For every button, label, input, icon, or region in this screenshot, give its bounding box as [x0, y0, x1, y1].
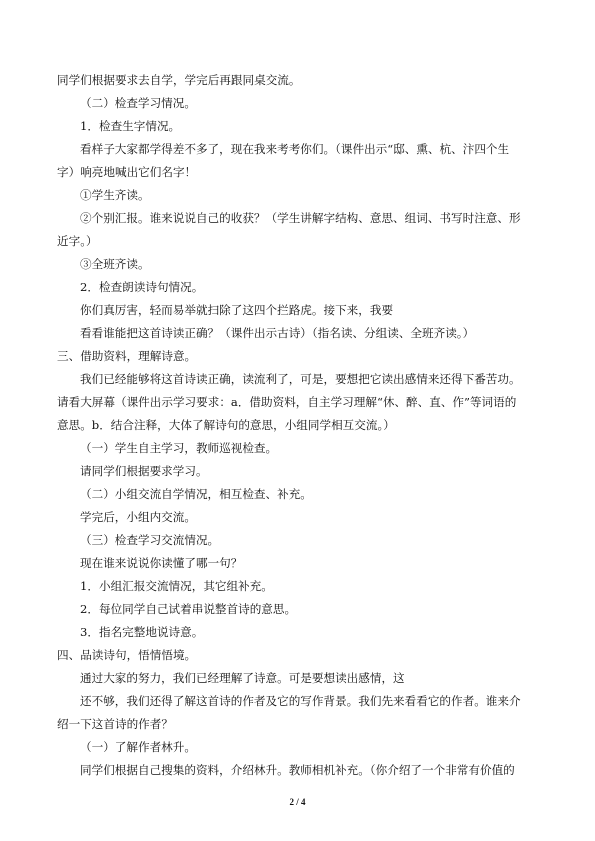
- text-line: 绍一下这首诗的作者？: [57, 717, 173, 731]
- text-line: 通过大家的努力，我们已经理解了诗意。可是要想读出感情，这: [80, 671, 405, 685]
- text-line: 现在谁来说说你读懂了哪一句？: [80, 556, 243, 570]
- text-line: 三、借助资料，理解诗意。: [57, 349, 197, 363]
- text-line: 你们真厉害，轻而易举就扫除了这四个拦路虎。接下来，我要: [80, 303, 394, 317]
- text-line: ③全班齐读。: [80, 257, 150, 271]
- text-line: （二）检查学习情况。: [80, 96, 196, 110]
- text-line: 字）响亮地喊出它们名字！: [57, 165, 197, 179]
- text-line: 2．检查朗读诗句情况。: [80, 280, 204, 294]
- text-line: 四、品读诗句，悟情悟境。: [57, 648, 197, 662]
- text-line: 意思。b．结合注释，大体了解诗句的意思，小组同学相互交流。）: [57, 418, 395, 432]
- text-line: 2．每位同学自己试着串说整首诗的意思。: [80, 602, 297, 616]
- text-line: ①学生齐读。: [80, 188, 150, 202]
- text-line: 学完后，小组内交流。: [80, 510, 196, 524]
- text-line: 3．指名完整地说诗意。: [80, 625, 204, 639]
- text-line: 请同学们根据要求学习。: [80, 464, 208, 478]
- text-line: 近字。）: [57, 234, 98, 248]
- text-line: （一）了解作者林升。: [80, 740, 196, 754]
- text-line: 1．小组汇报交流情况，其它组补充。: [80, 579, 273, 593]
- text-line: 还不够，我们还得了解这首诗的作者及它的写作背景。我们先来看看它的作者。谁来介: [80, 694, 521, 708]
- text-line: （二）小组交流自学情况，相互检查、补充。: [80, 487, 312, 501]
- text-line: 我们已经能够将这首诗读正确，读流利了，可是，要想把它读出感情来还得下番苦功。: [80, 372, 521, 386]
- text-line: 同学们根据自己搜集的资料，介绍林升。教师相机补充。（你介绍了一个非常有价值的: [80, 763, 515, 777]
- text-line: 请看大屏幕（课件出示学习要求：a．借助资料，自主学习理解“休、醉、直、作”等词语的: [57, 395, 517, 409]
- page-number: 2 / 4: [289, 797, 306, 807]
- text-line: ②个别汇报。谁来说说自己的收获？（学生讲解字结构、意思、组词、书写时注意、形: [80, 211, 521, 225]
- text-line: 看看谁能把这首诗读正确？（课件出示古诗）（指名读、分组读、全班齐读。）: [80, 326, 475, 340]
- text-line: 看样子大家都学得差不多了，现在我来考考你们。（课件出示“邸、熏、杭、汴四个生: [80, 142, 510, 156]
- text-line: 1．检查生字情况。: [80, 119, 181, 133]
- text-line: （三）检查学习交流情况。: [80, 533, 220, 547]
- text-line: 同学们根据要求去自学，学完后再跟同桌交流。: [57, 73, 301, 87]
- text-line: （一）学生自主学习，教师巡视检查。: [80, 441, 278, 455]
